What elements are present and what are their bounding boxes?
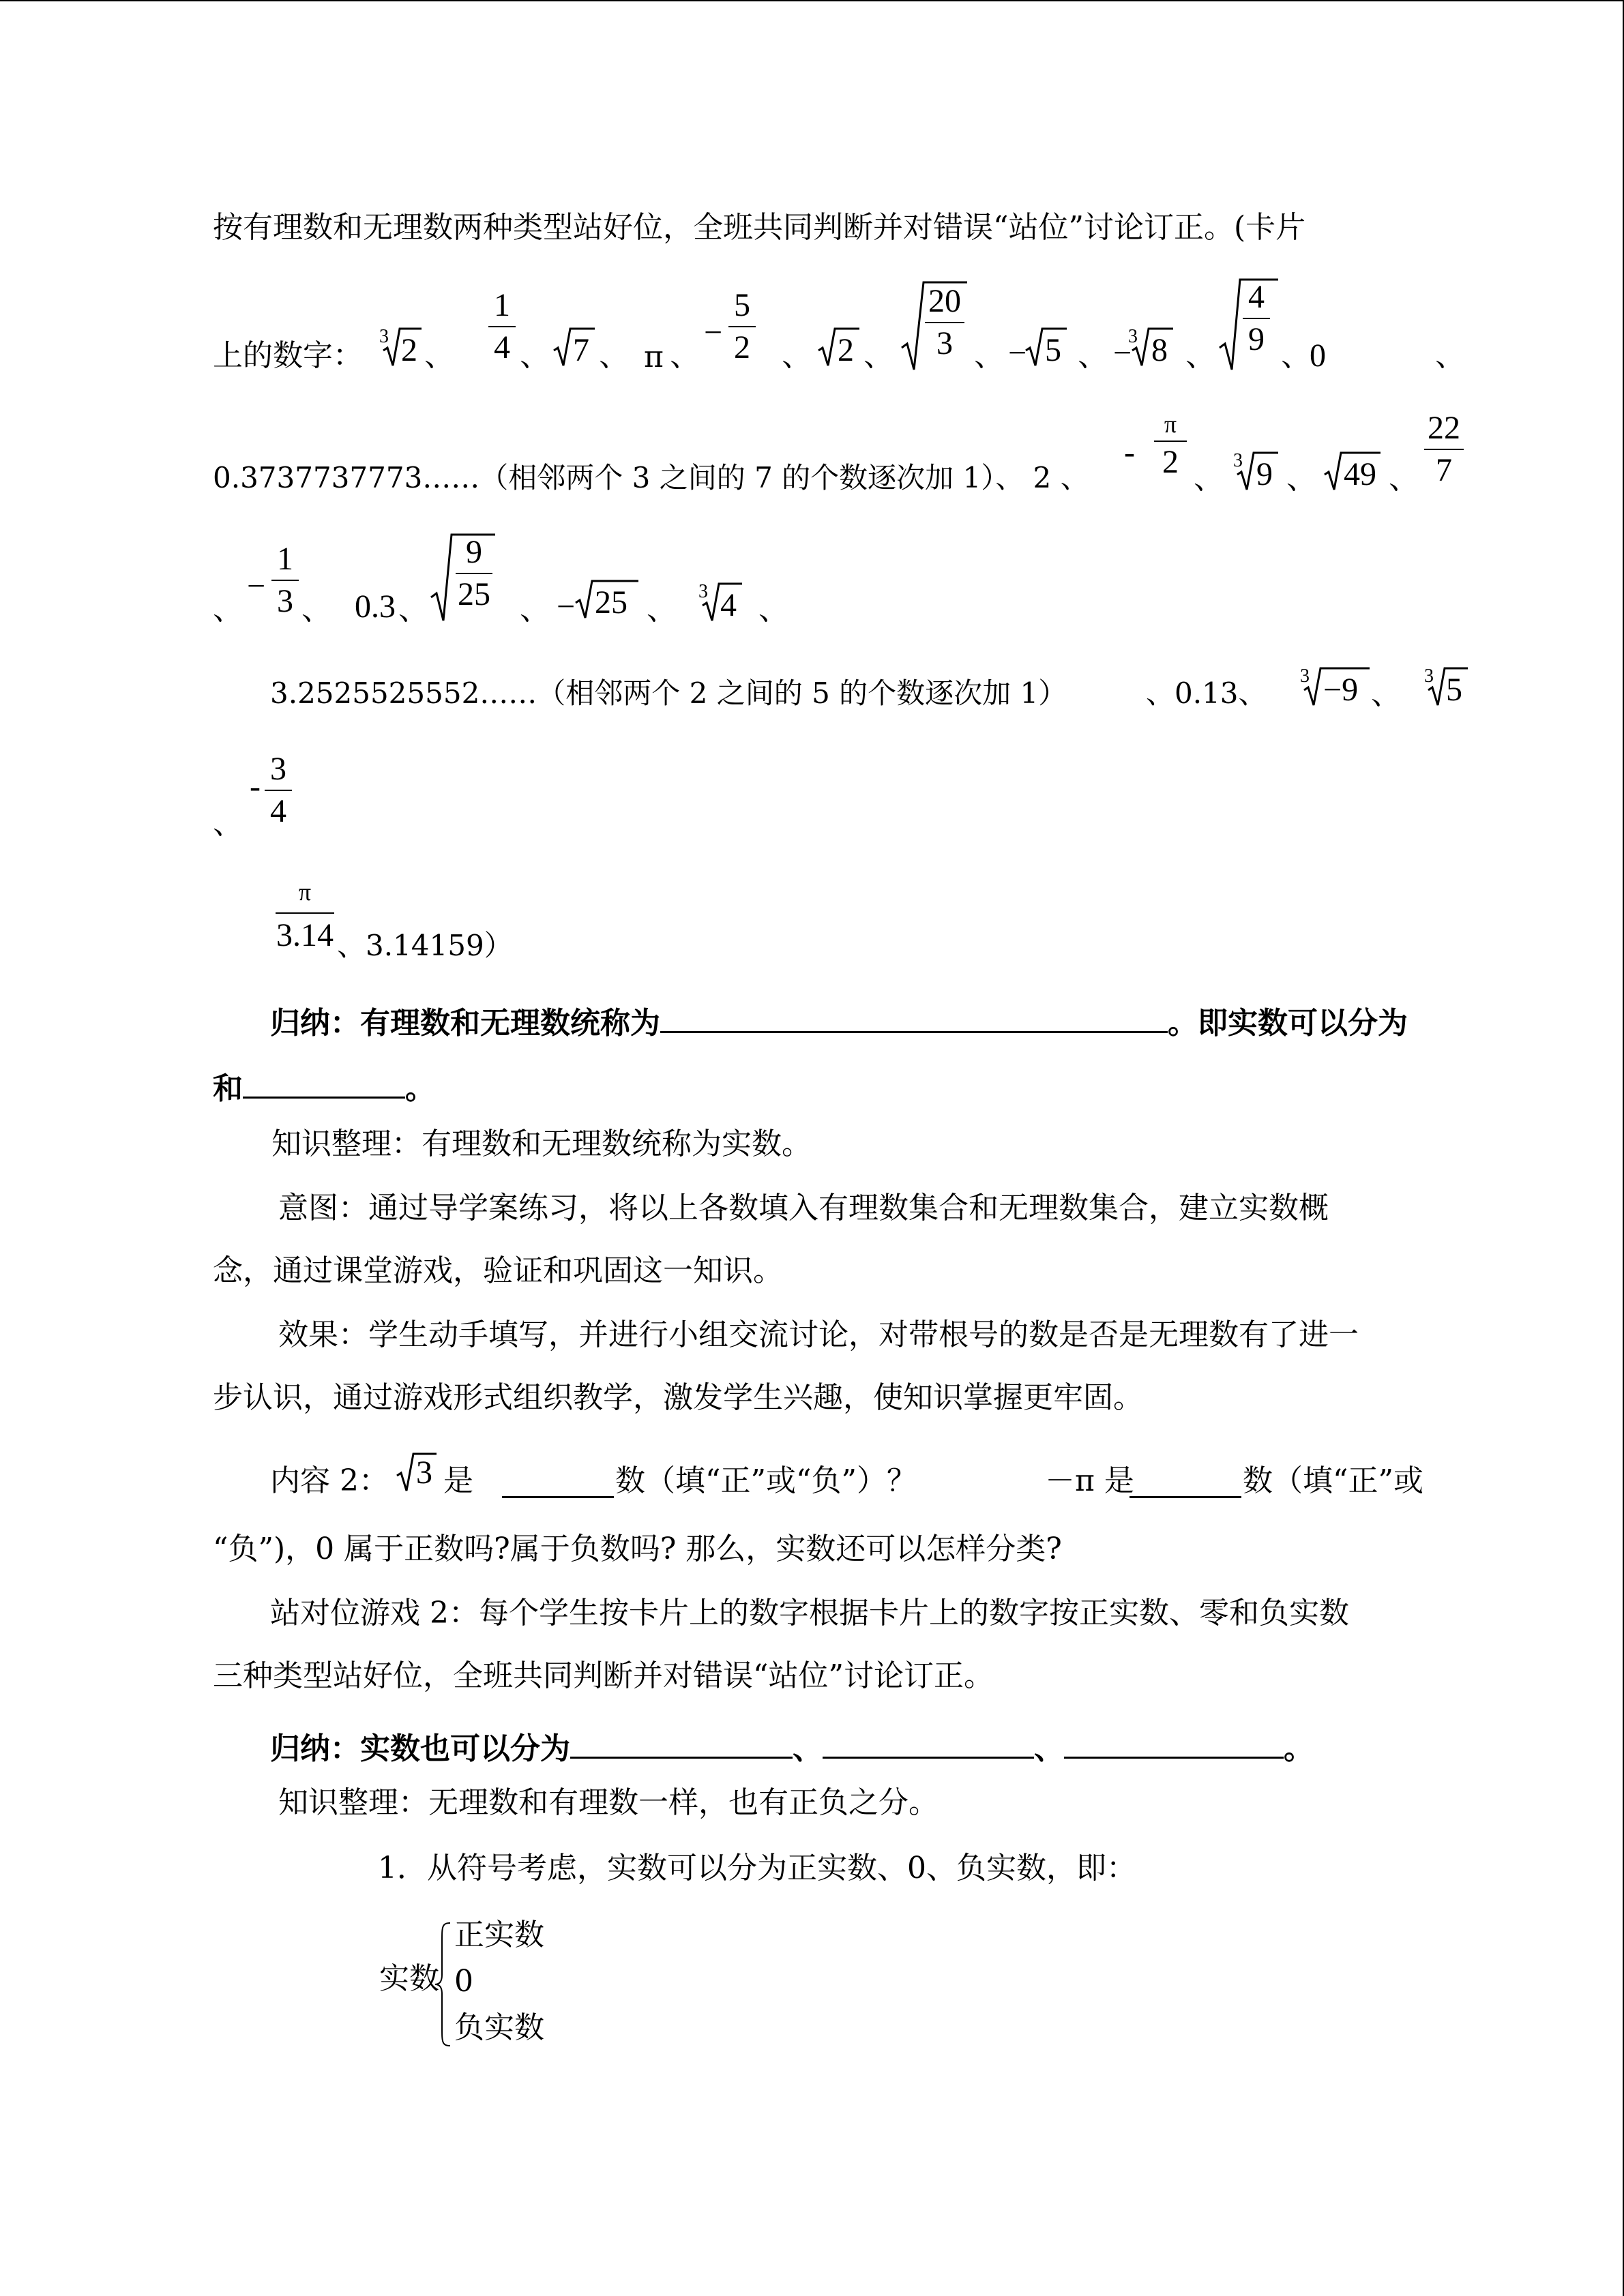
sqrt3-radicand: 3 — [416, 1455, 432, 1491]
frac-pi-3-14: π 3.14 — [276, 878, 334, 953]
minus-sign: − — [247, 568, 266, 604]
sep: 、 — [213, 806, 243, 841]
sqrt7-radicand: 7 — [573, 332, 589, 368]
denominator: 4 — [494, 329, 510, 366]
sep: 、 — [647, 592, 677, 627]
blank-class-2[interactable] — [823, 1727, 1034, 1759]
minus-sign: - — [1124, 434, 1135, 471]
sep: 、 — [520, 592, 550, 627]
point-1: 1．从符号考虑，实数可以分为正实数、0、负实数，即： — [378, 1851, 1136, 1885]
sep: 、 — [793, 1731, 823, 1766]
content2-q2: 数（填“正”或 — [1243, 1463, 1423, 1498]
intro-line-1: 按有理数和无理数两种类型站好位，全班共同判断并对错误“站位”讨论订正。(卡片 — [213, 210, 1306, 245]
sep: 、 — [520, 338, 550, 373]
sep: 、 — [670, 338, 700, 373]
classify-root: 实数 — [379, 1961, 439, 1996]
summary1-mid: 。即实数可以分为 — [1168, 1006, 1408, 1041]
sep: 、 — [863, 338, 894, 373]
knowledge-2: 知识整理：无理数和有理数一样，也有正负之分。 — [278, 1785, 939, 1820]
summary1-line-2 — [213, 1067, 435, 1104]
content2-negpi: －π 是 — [1045, 1463, 1134, 1498]
classify-negative: 负实数 — [454, 2010, 544, 2045]
cbrt9-radicand: 9 — [1256, 456, 1273, 492]
pi-symbol: π — [644, 340, 664, 374]
cbrt2-index: 3 — [379, 326, 389, 347]
sep: 、 — [1185, 338, 1215, 373]
content2-is: 是 — [443, 1463, 473, 1498]
minus-sign: − — [1008, 335, 1027, 371]
cbrt5-index: 3 — [1424, 666, 1434, 687]
brace-icon — [434, 1920, 454, 2048]
frac-neg-5-2: 5 2 — [728, 289, 756, 364]
classify-zero: 0 — [454, 1964, 473, 1999]
classify-positive: 正实数 — [454, 1918, 544, 1952]
sep: 、 — [213, 592, 243, 627]
content2-lead: 内容 2： — [270, 1463, 389, 1498]
tail-text: 、3.14159） — [337, 929, 513, 962]
zero: 0 — [1310, 338, 1326, 374]
sep: 、 — [398, 592, 428, 627]
summary1-line — [270, 1001, 1408, 1039]
page-top-border — [0, 0, 1623, 1]
sep: 、 — [424, 338, 454, 373]
frac-20-3: 20 3 — [925, 285, 964, 360]
sep: 、 — [1078, 338, 1108, 373]
intent-line-2: 念，通过课堂游戏，验证和巩固这一知识。 — [213, 1253, 783, 1288]
game2-line-1: 站对位游戏 2：每个学生按卡片上的数字根据卡片上的数字按正实数、零和负实数 — [270, 1596, 1349, 1630]
summary2-lead: 归纳：实数也可以分为 — [270, 1731, 570, 1766]
sep: 、 — [1389, 461, 1419, 496]
sqrt25-radicand: 25 — [595, 584, 628, 621]
summary1-lead: 归纳：有理数和无理数统称为 — [270, 1006, 660, 1041]
knowledge-1: 知识整理：有理数和无理数统称为实数。 — [271, 1127, 812, 1161]
minus-sign: − — [1113, 335, 1132, 371]
sep: 、 — [301, 592, 331, 627]
blank-real-numbers[interactable] — [660, 1001, 1168, 1033]
blank-category[interactable] — [243, 1067, 405, 1099]
decimal-line-2: 3.2525525552……（相邻两个 2 之间的 5 的个数逐次加 1） — [270, 676, 1067, 710]
sep: 、 — [1281, 338, 1311, 373]
sqrt2-radicand: 2 — [838, 332, 854, 368]
blank-sign-1[interactable] — [502, 1466, 614, 1498]
sqrt5-radicand: 5 — [1045, 332, 1061, 368]
num-0-13: 、0.13、 — [1146, 676, 1267, 710]
blank-class-1[interactable] — [570, 1727, 793, 1759]
intent-line-1: 意图：通过导学案练习，将以上各数填入有理数集合和无理数集合，建立实数概 — [278, 1191, 1329, 1225]
sep: 、 — [1435, 338, 1465, 373]
content2-q1: 数（填“正”或“负”）？ — [615, 1463, 917, 1498]
sep: 、 — [1286, 461, 1316, 496]
summary2-line — [270, 1727, 1314, 1764]
cbrt-neg9-index: 3 — [1300, 666, 1310, 687]
summary2-end: 。 — [1284, 1731, 1314, 1766]
effect-line-2: 步认识，通过游戏形式组织教学，激发学生兴趣，使知识掌握更牢固。 — [213, 1380, 1143, 1415]
decimal-line-1: 0.3737737773……（相邻两个 3 之间的 7 的个数逐次加 1）、 2 、 — [213, 461, 1089, 494]
minus-sign: − — [557, 588, 576, 625]
sep: 、 — [758, 592, 788, 627]
numerator: 1 — [494, 287, 510, 323]
content2-line-2: “负”)，0 属于正数吗?属于负数吗? 那么，实数还可以怎样分类? — [213, 1532, 1062, 1566]
frac-22-7: 22 7 — [1424, 412, 1464, 487]
sqrt49-radicand: 49 — [1344, 456, 1376, 492]
minus-sign: - — [250, 769, 261, 805]
summary1-end: 。 — [405, 1071, 435, 1106]
sep: 、 — [1371, 676, 1401, 711]
blank-sign-2[interactable] — [1130, 1466, 1241, 1498]
cbrt-neg9-radicand: −9 — [1323, 672, 1359, 708]
frac-1-4 — [488, 289, 516, 364]
game2-line-2: 三种类型站好位，全班共同判断并对错误“站位”讨论订正。 — [213, 1658, 994, 1693]
frac-neg-pi-2: π 2 — [1154, 412, 1187, 479]
frac-4-9: 4 9 — [1243, 281, 1270, 356]
frac-neg-1-3: 1 3 — [271, 543, 299, 618]
cbrt8-radicand: 8 — [1151, 332, 1168, 368]
sep: 、 — [974, 338, 1004, 373]
minus-sign: − — [704, 314, 723, 351]
cbrt4-radicand: 4 — [720, 587, 737, 623]
frac-9-25: 9 25 — [456, 536, 492, 611]
sep: 、 — [1034, 1731, 1064, 1766]
summary1-and: 和 — [213, 1071, 243, 1106]
intro-label: 上的数字： — [213, 338, 363, 373]
sep: 、 — [599, 338, 629, 373]
cbrt4-index: 3 — [698, 581, 708, 602]
cbrt5-radicand: 5 — [1446, 672, 1462, 708]
cbrt8-index: 3 — [1128, 326, 1138, 347]
sep: 、 — [782, 338, 812, 373]
cbrt9-index: 3 — [1233, 450, 1243, 471]
frac-neg-3-4: 3 4 — [265, 753, 292, 828]
effect-line-1: 效果：学生动手填写，并进行小组交流讨论，对带根号的数是否是无理数有了进一 — [278, 1317, 1359, 1352]
blank-class-3[interactable] — [1064, 1727, 1284, 1759]
cbrt2-radicand: 2 — [401, 332, 417, 368]
num-0-3: 0.3 — [355, 588, 396, 625]
sep: 、 — [1194, 461, 1224, 496]
